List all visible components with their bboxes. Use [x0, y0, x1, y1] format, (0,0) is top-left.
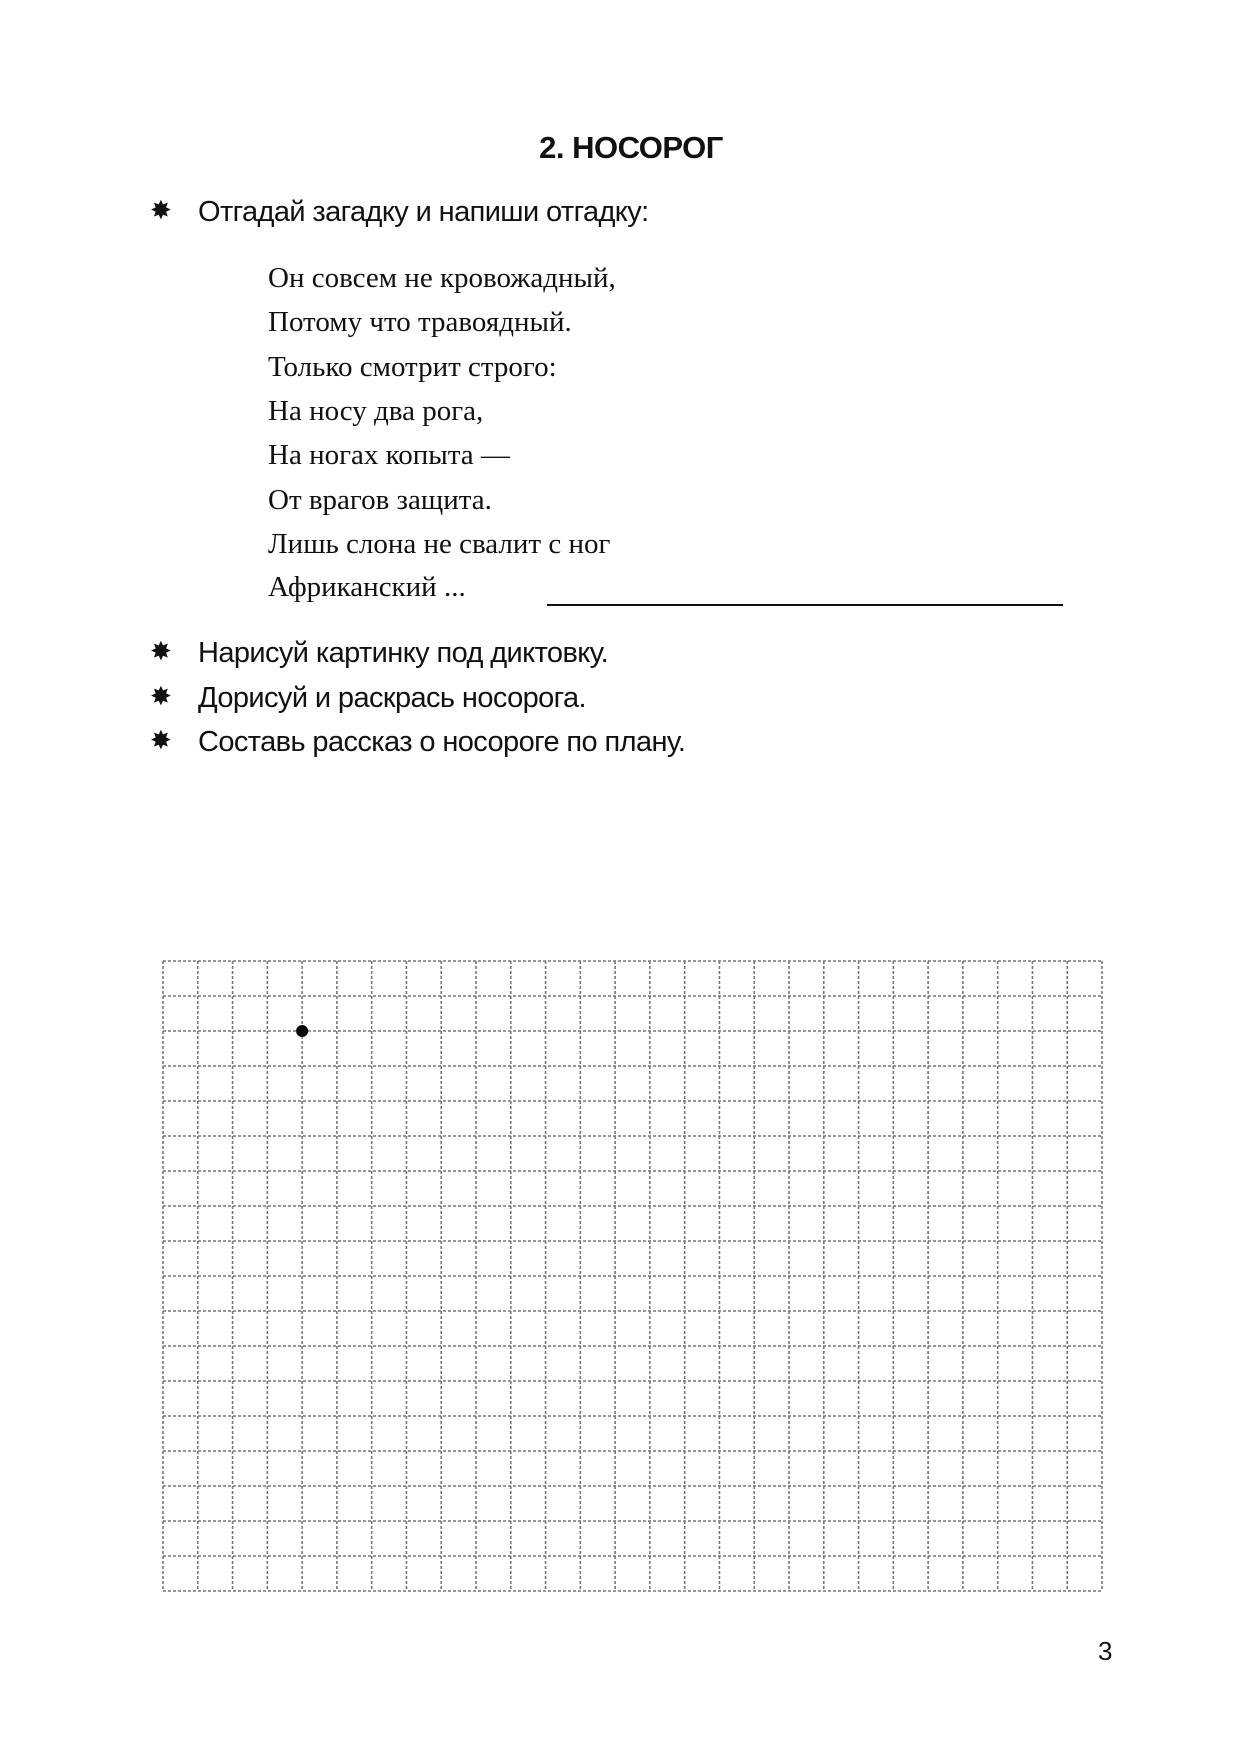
- star-bullet-icon: ✸: [150, 637, 172, 667]
- riddle-line: На носу два рога,: [268, 395, 484, 427]
- riddle-line: На ногах копыта —: [268, 439, 510, 471]
- task-color: Дорисуй и раскрась носорога.: [198, 682, 586, 714]
- task-draw-dictation: Нарисуй картинку под диктовку.: [198, 637, 609, 669]
- page-number: 3: [1098, 1636, 1113, 1666]
- riddle-line: Лишь слона не свалит с ног: [268, 528, 611, 560]
- star-bullet-icon: ✸: [150, 726, 172, 756]
- star-bullet-icon: ✸: [150, 196, 172, 226]
- page-title: 2. НОСОРОГ: [539, 130, 723, 165]
- riddle-line: Африканский ...: [268, 571, 466, 603]
- star-bullet-icon: ✸: [150, 682, 172, 712]
- task-story: Составь рассказ о носороге по плану.: [198, 726, 686, 758]
- start-dot: [296, 1025, 308, 1037]
- riddle-line: Он совсем не кровожадный,: [268, 262, 616, 294]
- task-riddle: Отгадай загадку и напиши отгадку:: [198, 196, 649, 228]
- riddle-line: От врагов защита.: [268, 484, 492, 516]
- riddle-line: Потому что травоядный.: [268, 306, 572, 338]
- riddle-line: Только смотрит строго:: [268, 351, 557, 383]
